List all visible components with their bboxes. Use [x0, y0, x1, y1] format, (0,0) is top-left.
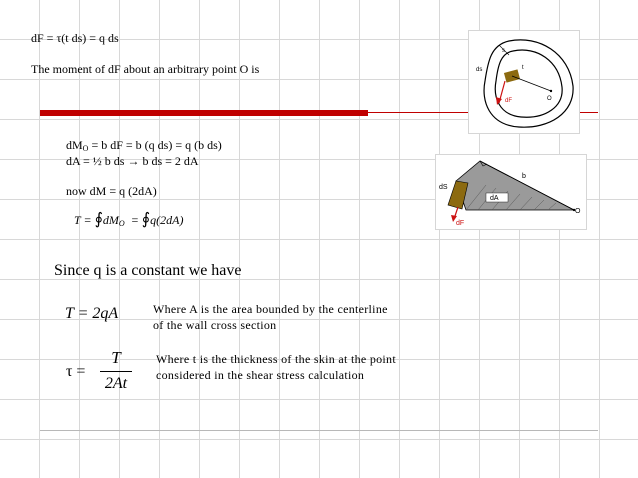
eq-dmo-rest: = b dF = b (q ds) = q (b ds) [88, 138, 222, 152]
fig1-label-s: s [502, 48, 505, 54]
fig2-label-o: O [575, 208, 581, 215]
eq-tau-lhs: τ = [66, 363, 86, 380]
fig1-label-t: t [522, 65, 524, 71]
eq-t-term2: q(2dA) [150, 213, 184, 227]
note-thickness-line-1: Where t is the thickness of the skin at the point [156, 352, 396, 366]
note-thickness-definition [156, 351, 396, 383]
note-area-line-1: Where A is the area bounded by the centerline [153, 302, 388, 316]
fig2-label-df: dF [456, 220, 465, 227]
closed-section-diagram [469, 31, 579, 133]
fig1-label-ds: ds [476, 67, 483, 73]
moment-intro-text: The moment of dF about an arbitrary point O is [31, 62, 260, 76]
note-thickness-line-2: considered in the shear stress calculation [156, 368, 365, 382]
fig2-label-da: dA [490, 195, 499, 202]
eq-tau-denominator: 2At [104, 375, 128, 392]
eq-t-lhs: T = [74, 213, 92, 227]
eq-now-dm: now dM = q (2dA) [66, 184, 157, 198]
eq-tau-numerator: T [111, 348, 121, 367]
eq-t-equals-2qa: T = 2qA [65, 305, 119, 322]
contour-integral-1: ∮ [94, 211, 103, 228]
fig2-label-ds: dS [439, 184, 448, 191]
figure-closed-section [468, 30, 580, 134]
eq-t-equals: = [130, 213, 139, 227]
eq-tau-fraction-bar [100, 371, 132, 372]
fig2-label-b: b [522, 173, 526, 180]
eq-dmo-main: dM [66, 138, 83, 152]
eq-t-sub1: O [118, 219, 125, 228]
eq-dmo [66, 138, 222, 153]
note-area-line-2: of the wall cross section [153, 318, 277, 332]
red-divider-bar [40, 110, 368, 116]
since-q-constant-text: Since q is a constant we have [54, 262, 242, 279]
note-area-definition [153, 301, 388, 333]
triangle-element-diagram [436, 155, 586, 229]
eq-area-relation: dA = ½ b ds → b ds = 2 dA [66, 154, 199, 168]
contour-integral-2: ∮ [141, 211, 151, 228]
eq-t-integral [74, 209, 183, 229]
figure-triangle-element [435, 154, 587, 230]
fig1-label-df: dF [505, 98, 513, 104]
eq-t-term1: dM [102, 213, 119, 227]
fig1-label-o: O [547, 96, 552, 102]
eq-dmo-sub: O [82, 144, 89, 153]
eq-df-shear-flow: dF = τ(t ds) = q ds [31, 31, 119, 45]
